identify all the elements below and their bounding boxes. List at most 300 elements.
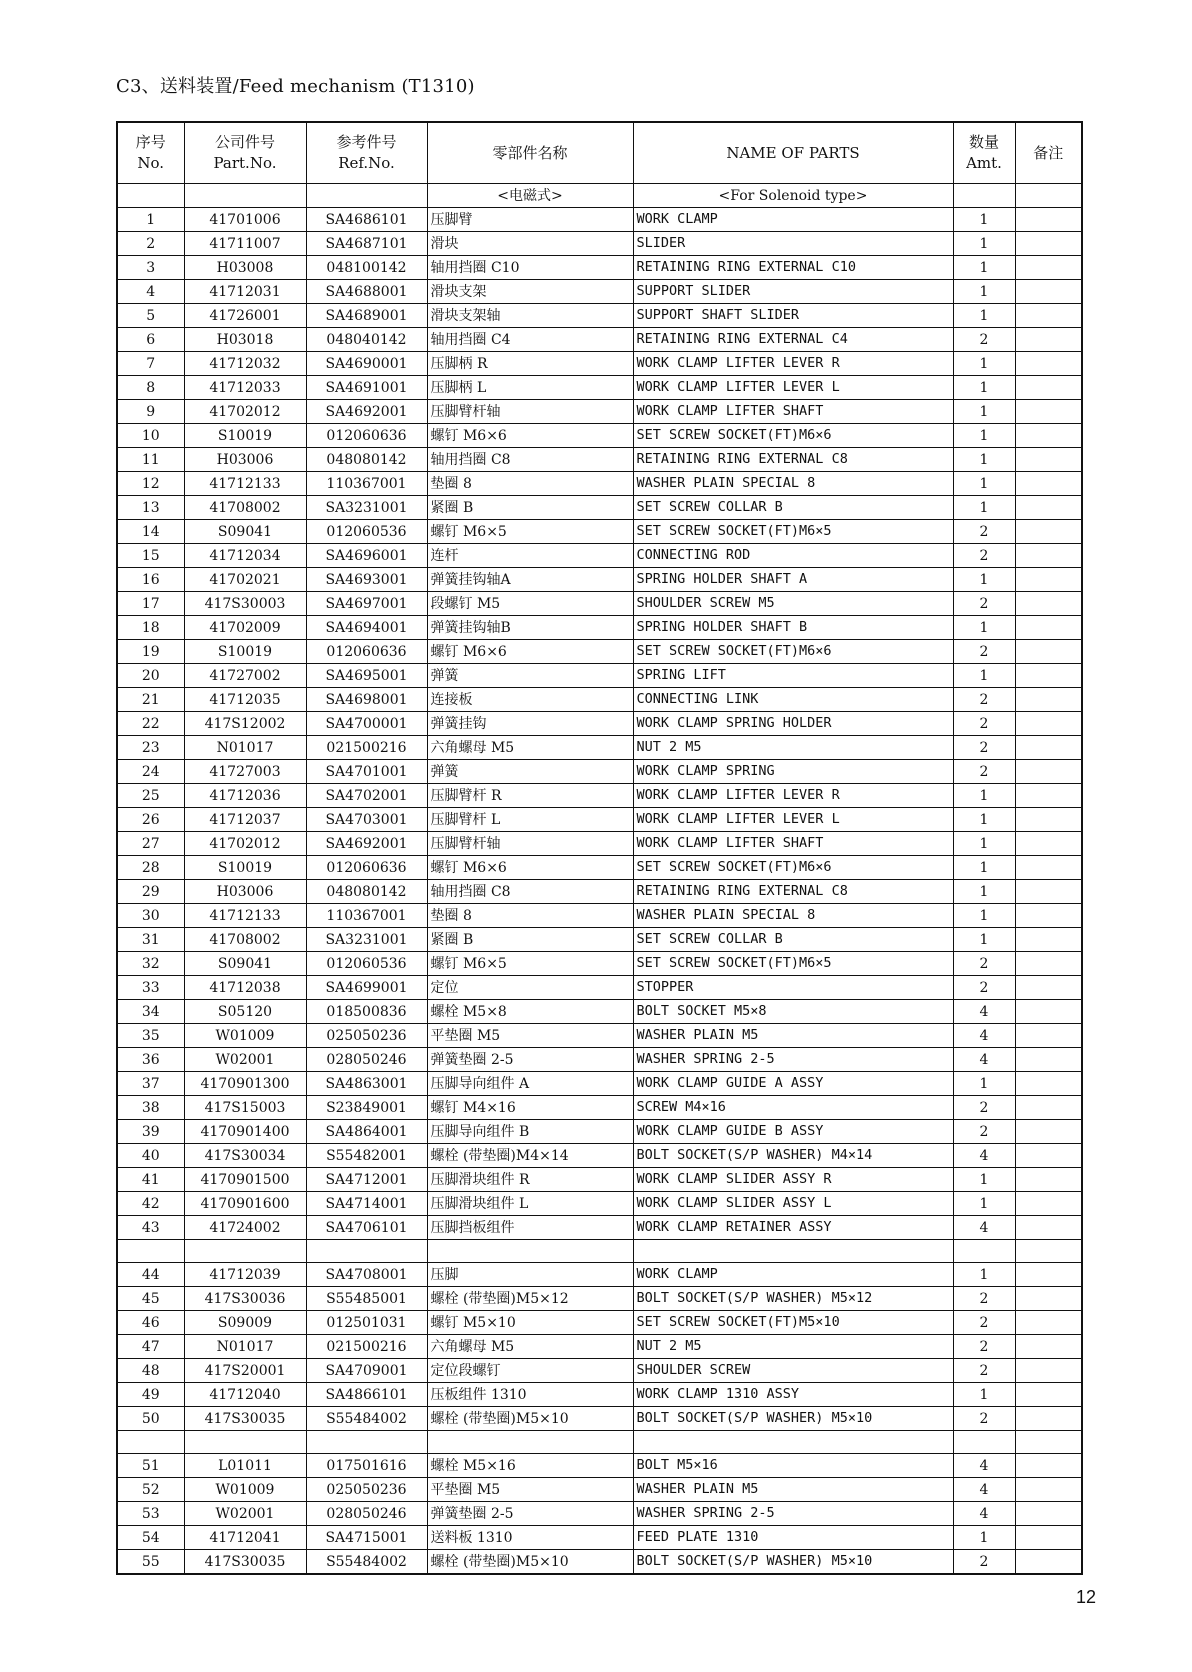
row-ref-no: SA4686101 [306,208,427,232]
header-note: 备注 [1015,122,1082,184]
row-name-en: WASHER PLAIN SPECIAL 8 [633,472,953,496]
row-name-en: SET SCREW SOCKET(FT)M6×6 [633,424,953,448]
row-no [117,1431,184,1454]
row-note [1015,880,1082,904]
row-note [1015,400,1082,424]
row-name-en: SHOULDER SCREW [633,1359,953,1383]
row-no: 46 [117,1311,184,1335]
row-note [1015,1383,1082,1407]
row-part-no: 4170901400 [184,1120,306,1144]
row-note [1015,256,1082,280]
row-amt: 2 [953,1120,1015,1144]
table-row [117,736,1082,760]
row-amt: 2 [953,688,1015,712]
row-amt: 1 [953,400,1015,424]
row-amt: 2 [953,976,1015,1000]
row-name-cn: 垫圈 8 [427,472,633,496]
page-title: C3、送料装置/Feed mechanism (T1310) [116,76,475,97]
page-number: 12 [1076,1587,1097,1607]
row-amt: 1 [953,904,1015,928]
row-name-cn: 紧圈 B [427,496,633,520]
row-amt: 2 [953,544,1015,568]
row-name-en: WORK CLAMP [633,1263,953,1287]
table-row [117,328,1082,352]
row-note [1015,688,1082,712]
row-name-en: FEED PLATE 1310 [633,1526,953,1550]
row-amt: 2 [953,952,1015,976]
row-no: 22 [117,712,184,736]
row-name-en: SET SCREW COLLAR B [633,928,953,952]
row-ref-no [306,1240,427,1263]
row-amt: 2 [953,1407,1015,1431]
row-name-en: WORK CLAMP GUIDE B ASSY [633,1120,953,1144]
table-row [117,856,1082,880]
header-name-en: NAME OF PARTS [633,122,953,184]
row-ref-no: SA4863001 [306,1072,427,1096]
row-no: 34 [117,1000,184,1024]
row-name-cn: 六角螺母 M5 [427,736,633,760]
row-no: 7 [117,352,184,376]
row-name-en: BOLT SOCKET(S/P WASHER) M5×12 [633,1287,953,1311]
row-name-cn: 弹簧 [427,664,633,688]
row-amt: 2 [953,1359,1015,1383]
header-no: 序号 No. [117,122,184,184]
table-row [117,1048,1082,1072]
row-amt: 1 [953,784,1015,808]
row-part-no [184,1240,306,1263]
row-name-cn: 螺栓 (带垫圈)M4×14 [427,1144,633,1168]
row-note [1015,928,1082,952]
row-part-no: 417S15003 [184,1096,306,1120]
row-note [1015,304,1082,328]
row-name-en: WORK CLAMP SPRING HOLDER [633,712,953,736]
row-part-no: W01009 [184,1024,306,1048]
row-ref-no: 012060536 [306,952,427,976]
row-amt: 1 [953,256,1015,280]
row-ref-no: S55484002 [306,1550,427,1575]
row-ref-no: SA4697001 [306,592,427,616]
row-no: 6 [117,328,184,352]
row-no: 41 [117,1168,184,1192]
row-ref-no: SA4703001 [306,808,427,832]
row-name-en: SCREW M4×16 [633,1096,953,1120]
row-amt: 2 [953,640,1015,664]
row-no: 14 [117,520,184,544]
row-name-en: WORK CLAMP LIFTER LEVER L [633,808,953,832]
row-note [1015,832,1082,856]
row-ref-no: SA4706101 [306,1216,427,1240]
row-note [1015,856,1082,880]
row-part-no: S09009 [184,1311,306,1335]
row-name-cn: 六角螺母 M5 [427,1335,633,1359]
row-name-en: WASHER PLAIN M5 [633,1024,953,1048]
row-no: 17 [117,592,184,616]
row-note [1015,280,1082,304]
header-name-cn: 零部件名称 [427,122,633,184]
row-name-cn: 压脚臂杆 L [427,808,633,832]
header-amt: 数量 Amt. [953,122,1015,184]
row-part-no: 4170901500 [184,1168,306,1192]
row-ref-no: SA4692001 [306,832,427,856]
row-amt: 1 [953,304,1015,328]
row-part-no: 41708002 [184,928,306,952]
row-no: 2 [117,232,184,256]
row-name-en: WASHER SPRING 2-5 [633,1502,953,1526]
row-amt: 1 [953,1526,1015,1550]
table-row [117,1454,1082,1478]
row-amt: 1 [953,448,1015,472]
row-amt: 1 [953,496,1015,520]
table-row [117,544,1082,568]
row-name-cn: 连接板 [427,688,633,712]
row-note [1015,1096,1082,1120]
table-row [117,1168,1082,1192]
row-ref-no: SA4712001 [306,1168,427,1192]
row-amt: 2 [953,328,1015,352]
row-name-en: WORK CLAMP LIFTER SHAFT [633,832,953,856]
table-row [117,496,1082,520]
row-name-en: CONNECTING ROD [633,544,953,568]
row-no: 45 [117,1287,184,1311]
row-amt: 2 [953,736,1015,760]
row-amt: 4 [953,1024,1015,1048]
row-ref-no: S55482001 [306,1144,427,1168]
row-amt: 1 [953,1072,1015,1096]
row-name-en: SET SCREW SOCKET(FT)M5×10 [633,1311,953,1335]
row-name-cn: 压脚柄 R [427,352,633,376]
table-row [117,1526,1082,1550]
table-row [117,1359,1082,1383]
row-ref-no: 048080142 [306,448,427,472]
row-name-cn: 压脚导向组件 B [427,1120,633,1144]
row-no: 1 [117,208,184,232]
row-no: 43 [117,1216,184,1240]
table-row [117,520,1082,544]
row-part-no: 41712133 [184,472,306,496]
row-name-cn: 螺栓 M5×8 [427,1000,633,1024]
row-name-cn: 压脚臂杆 R [427,784,633,808]
row-amt: 1 [953,832,1015,856]
row-part-no: N01017 [184,1335,306,1359]
row-name-cn: 轴用挡圈 C10 [427,256,633,280]
table-row [117,1120,1082,1144]
row-note [1015,1168,1082,1192]
table-row [117,1216,1082,1240]
row-name-en [633,1240,953,1263]
row-ref-no: SA4696001 [306,544,427,568]
row-amt: 2 [953,1550,1015,1575]
table-row [117,1335,1082,1359]
row-note [1015,1216,1082,1240]
table-row [117,1192,1082,1216]
row-name-en: SHOULDER SCREW M5 [633,592,953,616]
row-note [1015,1000,1082,1024]
row-amt: 1 [953,808,1015,832]
row-amt: 1 [953,664,1015,688]
row-no: 8 [117,376,184,400]
row-amt: 1 [953,1168,1015,1192]
row-name-en: NUT 2 M5 [633,736,953,760]
row-amt: 1 [953,928,1015,952]
row-no: 5 [117,304,184,328]
row-name-cn: 弹簧 [427,760,633,784]
row-name-cn: 平垫圈 M5 [427,1024,633,1048]
row-no: 35 [117,1024,184,1048]
table-row [117,472,1082,496]
row-name-en: WORK CLAMP RETAINER ASSY [633,1216,953,1240]
row-part-no: 41727003 [184,760,306,784]
row-part-no: 41712036 [184,784,306,808]
row-no: 12 [117,472,184,496]
row-amt: 1 [953,1383,1015,1407]
row-name-en: SET SCREW COLLAR B [633,496,953,520]
row-name-en: SLIDER [633,232,953,256]
row-part-no: 417S30036 [184,1287,306,1311]
row-ref-no: 021500216 [306,1335,427,1359]
table-row [117,232,1082,256]
row-amt: 1 [953,352,1015,376]
row-note [1015,1478,1082,1502]
row-ref-no: SA4693001 [306,568,427,592]
row-part-no: S10019 [184,856,306,880]
row-name-cn: 螺钉 M6×5 [427,952,633,976]
row-no: 54 [117,1526,184,1550]
row-note [1015,1407,1082,1431]
row-ref-no: 048040142 [306,328,427,352]
row-part-no: 41712037 [184,808,306,832]
row-ref-no: 028050246 [306,1502,427,1526]
row-note [1015,952,1082,976]
row-amt: 1 [953,472,1015,496]
row-name-en: SET SCREW SOCKET(FT)M6×5 [633,520,953,544]
row-no: 10 [117,424,184,448]
row-name-cn [427,1431,633,1454]
row-note [1015,976,1082,1000]
row-name-cn: 螺栓 M5×16 [427,1454,633,1478]
table-row [117,400,1082,424]
row-name-cn: 压脚 [427,1263,633,1287]
row-name-en: SET SCREW SOCKET(FT)M6×6 [633,856,953,880]
row-ref-no: 048080142 [306,880,427,904]
table-row [117,1287,1082,1311]
row-part-no: 41727002 [184,664,306,688]
row-name-cn: 弹簧挂钩轴B [427,616,633,640]
row-name-en: SET SCREW SOCKET(FT)M6×5 [633,952,953,976]
table-row [117,928,1082,952]
row-name-cn: 弹簧垫圈 2-5 [427,1502,633,1526]
table-row [117,1000,1082,1024]
table-row [117,424,1082,448]
row-no: 3 [117,256,184,280]
row-amt: 2 [953,712,1015,736]
row-note [1015,1526,1082,1550]
row-note [1015,1072,1082,1096]
row-amt: 1 [953,376,1015,400]
row-part-no: 417S30034 [184,1144,306,1168]
row-name-en: WORK CLAMP SPRING [633,760,953,784]
row-no: 53 [117,1502,184,1526]
row-amt: 4 [953,1454,1015,1478]
row-name-en: WORK CLAMP GUIDE A ASSY [633,1072,953,1096]
row-name-cn: 连杆 [427,544,633,568]
table-row [117,376,1082,400]
row-note [1015,1024,1082,1048]
row-amt: 1 [953,424,1015,448]
row-no: 4 [117,280,184,304]
row-name-en: SET SCREW SOCKET(FT)M6×6 [633,640,953,664]
row-amt: 4 [953,1000,1015,1024]
row-amt: 1 [953,568,1015,592]
row-ref-no: SA4692001 [306,400,427,424]
row-note [1015,232,1082,256]
row-name-cn: 螺钉 M6×6 [427,424,633,448]
table-row [117,832,1082,856]
row-name-cn [427,1240,633,1263]
row-no: 25 [117,784,184,808]
row-no: 48 [117,1359,184,1383]
row-amt: 2 [953,760,1015,784]
row-ref-no: 012060636 [306,640,427,664]
row-part-no: 41726001 [184,304,306,328]
row-amt: 2 [953,1311,1015,1335]
row-note [1015,520,1082,544]
row-name-en: RETAINING RING EXTERNAL C10 [633,256,953,280]
row-no: 51 [117,1454,184,1478]
row-ref-no: S55484002 [306,1407,427,1431]
row-part-no: 41724002 [184,1216,306,1240]
row-no: 38 [117,1096,184,1120]
row-part-no: 41712033 [184,376,306,400]
row-ref-no: 025050236 [306,1478,427,1502]
subheader-name-en: <For Solenoid type> [633,184,953,208]
row-ref-no: 021500216 [306,736,427,760]
row-ref-no: SA4690001 [306,352,427,376]
row-ref-no: 012060636 [306,856,427,880]
row-ref-no: 012060536 [306,520,427,544]
table-row [117,880,1082,904]
row-ref-no: SA4695001 [306,664,427,688]
row-part-no: 417S20001 [184,1359,306,1383]
row-part-no: 41712039 [184,1263,306,1287]
row-part-no: H03018 [184,328,306,352]
row-name-cn: 轴用挡圈 C4 [427,328,633,352]
table-row [117,1383,1082,1407]
row-ref-no: 028050246 [306,1048,427,1072]
row-note [1015,544,1082,568]
row-note [1015,328,1082,352]
table-row [117,1550,1082,1575]
table-row [117,208,1082,232]
row-no: 9 [117,400,184,424]
row-note [1015,808,1082,832]
blank-row [117,1431,1082,1454]
row-ref-no: SA4700001 [306,712,427,736]
row-ref-no: 018500836 [306,1000,427,1024]
table-row [117,592,1082,616]
row-no: 21 [117,688,184,712]
row-name-cn: 垫圈 8 [427,904,633,928]
row-name-en: NUT 2 M5 [633,1335,953,1359]
row-no: 47 [117,1335,184,1359]
table-row [117,1024,1082,1048]
row-note [1015,1431,1082,1454]
row-no: 19 [117,640,184,664]
row-name-cn: 轴用挡圈 C8 [427,880,633,904]
row-name-en: SUPPORT SLIDER [633,280,953,304]
row-name-cn: 压脚柄 L [427,376,633,400]
row-name-cn: 螺钉 M6×6 [427,856,633,880]
row-amt [953,1431,1015,1454]
row-amt: 1 [953,1263,1015,1287]
row-name-cn: 弹簧挂钩 [427,712,633,736]
table-row [117,1407,1082,1431]
row-name-cn: 段螺钉 M5 [427,592,633,616]
row-ref-no: SA4708001 [306,1263,427,1287]
row-ref-no: SA4714001 [306,1192,427,1216]
row-amt: 2 [953,592,1015,616]
row-part-no: 41712032 [184,352,306,376]
row-note [1015,424,1082,448]
row-part-no: 417S30035 [184,1550,306,1575]
row-name-en: WORK CLAMP LIFTER LEVER R [633,784,953,808]
row-name-en: WORK CLAMP SLIDER ASSY L [633,1192,953,1216]
row-part-no: S05120 [184,1000,306,1024]
row-note [1015,448,1082,472]
row-name-cn: 螺钉 M6×5 [427,520,633,544]
row-part-no: S09041 [184,952,306,976]
row-no: 52 [117,1478,184,1502]
row-part-no: 417S30003 [184,592,306,616]
row-amt: 1 [953,856,1015,880]
row-no: 24 [117,760,184,784]
row-ref-no: SA4866101 [306,1383,427,1407]
row-note [1015,1048,1082,1072]
row-name-en: WORK CLAMP LIFTER LEVER L [633,376,953,400]
row-name-cn: 压板组件 1310 [427,1383,633,1407]
row-name-en: BOLT SOCKET(S/P WASHER) M5×10 [633,1550,953,1575]
table-row [117,664,1082,688]
row-no [117,1240,184,1263]
row-ref-no: SA4864001 [306,1120,427,1144]
row-part-no: W02001 [184,1048,306,1072]
row-name-en: STOPPER [633,976,953,1000]
row-name-en: SPRING HOLDER SHAFT B [633,616,953,640]
row-no: 15 [117,544,184,568]
header-part-no: 公司件号 Part.No. [184,122,306,184]
row-name-cn: 滑块支架轴 [427,304,633,328]
row-name-cn: 送料板 1310 [427,1526,633,1550]
table-row [117,688,1082,712]
row-note [1015,1144,1082,1168]
row-part-no [184,1431,306,1454]
row-name-en: WORK CLAMP LIFTER SHAFT [633,400,953,424]
row-note [1015,472,1082,496]
row-part-no: 41702012 [184,832,306,856]
row-no: 29 [117,880,184,904]
row-amt: 2 [953,520,1015,544]
row-part-no: H03008 [184,256,306,280]
row-ref-no: SA4715001 [306,1526,427,1550]
row-ref-no: 025050236 [306,1024,427,1048]
row-name-en: RETAINING RING EXTERNAL C8 [633,448,953,472]
blank-row [117,1240,1082,1263]
table-row [117,904,1082,928]
row-ref-no: SA4699001 [306,976,427,1000]
row-name-en: BOLT SOCKET M5×8 [633,1000,953,1024]
row-name-en: SPRING LIFT [633,664,953,688]
row-amt: 4 [953,1216,1015,1240]
row-part-no: 417S12002 [184,712,306,736]
